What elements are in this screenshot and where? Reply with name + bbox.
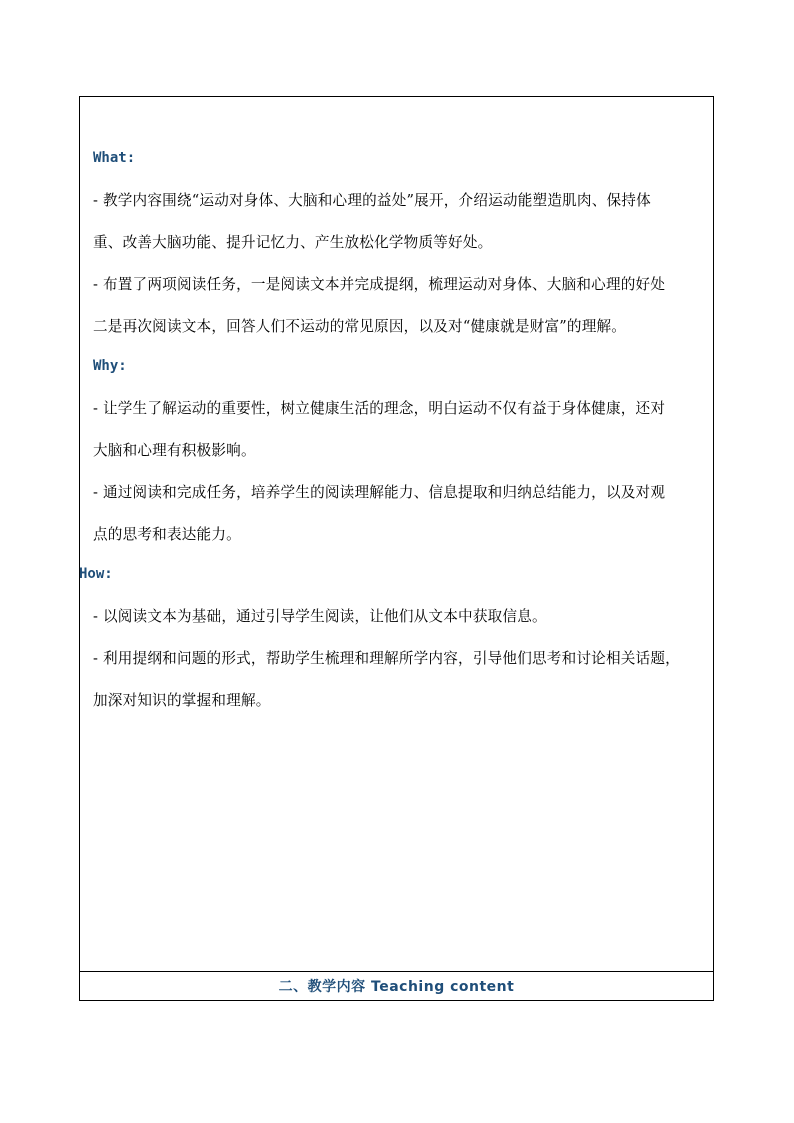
text-line: - 让学生了解运动的重要性，树立健康生活的理念，明白运动不仅有益于身体健康，还对 xyxy=(93,400,666,417)
text-line: 大脑和心理有积极影响。 xyxy=(93,442,256,459)
text-line: 加深对知识的掌握和理解。 xyxy=(93,692,271,709)
text-line: - 布置了两项阅读任务，一是阅读文本并完成提纲，梳理运动对身体、大脑和心理的好处 xyxy=(93,276,666,293)
heading-why: Why: xyxy=(93,358,127,374)
text-line: - 利用提纲和问题的形式，帮助学生梳理和理解所学内容，引导他们思考和讨论相关话题， xyxy=(93,650,680,667)
heading-what: What: xyxy=(93,150,136,166)
text-line: 点的思考和表达能力。 xyxy=(93,526,241,543)
section-title: 二、教学内容 Teaching content xyxy=(278,979,515,995)
text-line: 重、改善大脑功能、提升记忆力、产生放松化学物质等好处。 xyxy=(93,234,493,251)
text-line: - 通过阅读和完成任务，培养学生的阅读理解能力、信息提取和归纳总结能力，以及对观 xyxy=(93,484,666,501)
text-line: - 教学内容围绕“运动对身体、大脑和心理的益处”展开，介绍运动能塑造肌肉、保持体 xyxy=(93,192,651,209)
text-line: 二是再次阅读文本，回答人们不运动的常见原因，以及对“健康就是财富”的理解。 xyxy=(93,318,627,335)
document-table xyxy=(79,96,714,1001)
footer-cell xyxy=(80,972,713,1000)
text-line: - 以阅读文本为基础，通过引导学生阅读，让他们从文本中获取信息。 xyxy=(93,608,547,625)
heading-how: How: xyxy=(79,566,113,582)
